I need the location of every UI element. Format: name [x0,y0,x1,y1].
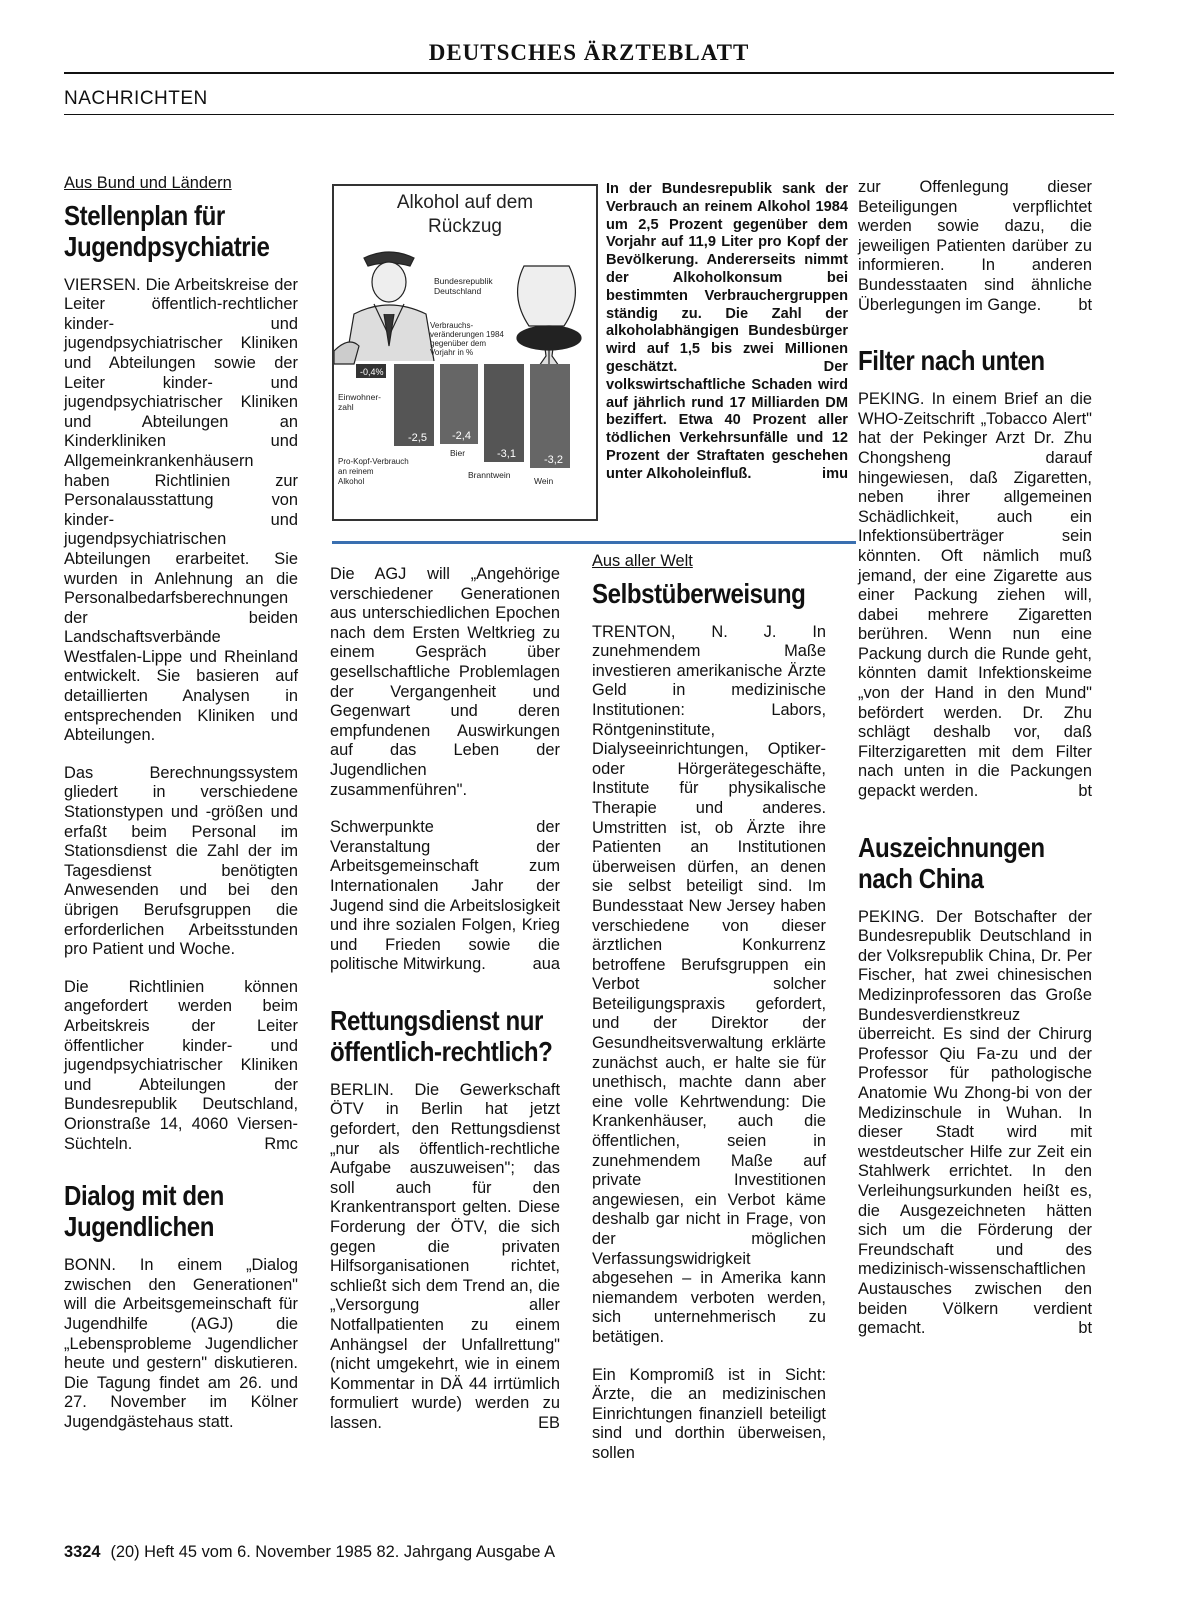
headline-rettungsdienst: Rettungsdienst nur öffentlich-rechtlich? [330,1004,553,1067]
author-signature: bt [1078,1319,1092,1338]
article-paragraph [330,1081,560,1434]
infobox-signature: imu [822,465,848,482]
author-signature: bt [1078,295,1092,314]
column-2 [330,565,560,1452]
article-paragraph: Ein Kompromiß ist in Sicht: Ärzte, die an medizinischen Einrichtungen finanziell beteiligt sind und dorthin überweisen, sollen [592,1365,826,1462]
author-signature: Rmc [264,1134,298,1153]
article-text: Schwerpunkte der Veranstaltung der Arbeitsgemeinschaft zum Internationalen Jahr der Jugend sind die Arbeitslosigkeit und ihre sozialen Folgen, Krieg und Frieden sowie die politische Mitwirkung. [330,818,560,974]
masthead: DEUTSCHES ÄRZTEBLATT [428,40,750,65]
headline-filter: Filter nach unten [858,345,1045,377]
infobox-body: In der Bundesrepublik sank der Verbrauch an reinem Alkohol 1984 um 2,5 Prozent gegenüber dem Vorjahr auf 11,9 Liter pro Kopf der Bevölkerung. Andererseits nimmt der Alkoholkonsum bei bestimmten Verbrauchergruppen ständig zu. Die Zahl der alkoholabhängigen Bundesbürger wird auf 1,5 bis zwei Millionen geschätzt. Der volkswirtschaftliche Schaden wird auf jährlich rund 17 Milliarden DM beziffert. Etwa 40 Prozent aller tödlichen Verkehrsunfälle und 12 Prozent der Straftaten geschehen unter Alkoholeinfluß. [606,181,848,482]
infographic-note-4: Vorjahr in % [430,348,474,357]
column-3 [592,552,826,1482]
column-1 [64,174,298,1450]
section-label: NACHRICHTEN [64,88,208,109]
headline-selbstueberweisung: Selbstüberweisung [592,577,806,609]
infographic-note-3: gegenüber dem [430,339,487,348]
article-paragraph: VIERSEN. Die Arbeitskreise der Leiter öffentlich-rechtlicher kinder- und jugendpsychiatrischer Kliniken und Abteilungen sowie der Leiter kinder- und jugendpsychiatrischer Kliniken und Abteilungen an Kinderkliniken und Allgemeinkrankenhäusern haben Richtlinien zur Personalausstattung von kinder- und jugendpsychiatrischen Abteilungen erarbeitet. Sie wurden in Anlehnung an die Personalbedarfsberechnungen der beiden Landschaftsverbände Westfalen-Lippe und Rheinland entwickelt. Sie basieren auf detaillierten Analysen in entsprechenden Kliniken und Abteilungen. [64,275,298,745]
headline-dialog: Dialog mit den Jugendlichen [64,1180,224,1243]
article-paragraph: Die AGJ will „Angehörige verschiedener Generationen aus unterschiedlichen Epochen nach dem Ersten Weltkrieg zu einem Gespräch über gesellschaftliche Problemlagen der Vergangenheit und Gegenwart und deren empfundenen Auswirkungen auf das Leben der Jugendlichen zusammenführen". [330,565,560,799]
kicker-bund-laender: Aus Bund und Ländern [64,174,232,192]
bar-value-wine: -3,2 [544,454,563,466]
label-population-2: zahl [338,402,354,412]
infographic-svg [334,186,596,519]
label-population: Einwohner- [338,392,381,402]
infographic-title: Alkohol auf dem [396,192,534,213]
headline-auszeichnungen: Auszeichnungen nach China [858,831,1045,894]
infobox-text [606,181,848,484]
author-signature: EB [538,1413,560,1432]
article-text: PEKING. Der Botschafter der Bundesrepublik Deutschland in der Volksrepublik China, Dr. Per Fischer, hat zwei chinesischen Medizinprofessoren das Große Bundesverdienstkreuz überreicht. Es sind der Chirurg Professor Qiu Fa-zu und der Professor für pathologische Anatomie Wu Zhong-bi von der Medizinschule in Wuhan. In dieser Stadt wird mit westdeutscher Hilfe zur Zeit ein Stahlwerk errichtet. In den Verleihungsurkunden heißt es, die Ausgezeichneten hätten sich um die Förderung der Freundschaft und des medizinisch-wissenschaftlichen Austausches zwischen den beiden Völkern verdient gemacht. [858,907,1092,1338]
headline-stellenplan: Stellenplan für Jugendpsychiatrie [64,199,270,262]
label-spirits: Branntwein [468,470,511,480]
label-alcohol-3: Alkohol [338,477,365,486]
infographic-title-2: Rückzug [428,216,502,237]
bar-value-alcohol: -2,5 [408,432,427,444]
label-wine: Wein [534,476,554,486]
article-paragraph: Das Berechnungssystem gliedert in verschiedene Stationstypen und -größen und erfaßt beim Personal im Stationsdienst die Zahl der im Tagesdienst benötigten Anwesenden und bei den übrigen Berufsgruppen die erforderlichen Arbeitsstunden pro Patient und Woche. [64,763,298,959]
article-paragraph [858,390,1092,801]
article-paragraph [330,818,560,975]
section-rule [64,114,1114,115]
article-paragraph: BONN. In einem „Dialog zwischen den Generationen" will die Arbeitsgemeinschaft für Jugendhilfe (AGJ) die „Lebensprobleme Jugendlicher heute und gestern" diskutieren. Die Tagung findet am 26. und 27. November im Kölner Jugendgästehaus statt. [64,1256,298,1431]
label-beer: Bier [450,448,466,458]
infographic-note: Verbrauchs- [430,321,474,330]
page-footer [64,1543,555,1562]
alcohol-infographic [332,184,598,521]
infographic-country-2: Deutschland [434,286,482,296]
glass-illustration [517,266,581,378]
article-paragraph [858,908,1092,1339]
man-illustration [334,252,434,364]
kicker-aller-welt: Aus aller Welt [592,552,693,570]
label-alcohol-2: an reinem [338,467,374,476]
author-signature: aua [532,955,560,974]
article-text: Die Richtlinien können angefordert werden beim Arbeitskreis der Leiter öffentlicher kinder- und jugendpsychiatrischer Kliniken und Abteilungen der Bundesrepublik Deutschland, Orionstraße 14, 4060 Viersen-Süchteln. [64,977,298,1153]
infobox-rule [332,541,856,544]
bar-value-beer: -2,4 [452,430,471,442]
column-4 [858,178,1092,1357]
article-paragraph [64,978,298,1154]
bar-label-population: -0,4% [360,367,384,377]
article-text: zur Offenlegung dieser Beteiligungen verpflichtet werden sowie dazu, die jeweiligen Patienten darüber zu informieren. In anderen Bundesstaaten sind ähnliche Überlegungen im Gange. [858,178,1092,314]
bar-value-spirits: -3,1 [497,448,516,460]
page-number: 3324 [64,1543,101,1561]
author-signature: bt [1078,782,1092,801]
bar-wine [530,364,570,468]
article-paragraph: TRENTON, N. J. In zunehmendem Maße investieren amerikanische Ärzte Geld in medizinische Institutionen: Labors, Röntgeninstitute, Dialyseeinrichtungen, Optiker- oder Hörgerätegeschäfte, Institute für physikalische Therapie und anderes. Umstritten ist, ob Ärzte ihre Patienten an Institutionen überweisen dürfen, an denen sie selbst beteiligt sind. Im Bundesstaat New Jersey haben verschiedene von dieser ärztlichen Konkurrenz betroffene Berufsgruppen ein Verbot solcher Beteiligungspraxis gefordert, und der Direktor der Gesundheitsverwaltung erklärte zunächst auch, er halte sie für unethisch, machte dann aber eine volle Kehrtwendung: Die Krankenhäuser, auch die öffentlichen, seien in zunehmendem Maße auf private Investitionen angewiesen, ein Verbot käme deshalb gar nicht in Frage, von der möglichen Verfassungswidrigkeit abgesehen – in Amerika kann niemandem verboten werden, sich unternehmerisch zu betätigen. [592,622,826,1346]
issue-info: (20) Heft 45 vom 6. November 1985 82. Jahrgang Ausgabe A [110,1543,556,1561]
infographic-note-2: veränderungen 1984 [430,330,504,339]
masthead-rule [64,72,1114,74]
infographic-country: Bundesrepublik [434,276,493,286]
article-text: PEKING. In einem Brief an die WHO-Zeitschrift „Tobacco Alert" hat der Pekinger Arzt Dr. Zhu Chongsheng darauf hingewiesen, daß Zigaretten, neben ihrer allgemeinen Schädlichkeit, auch ein Infektionsüberträger sein könnten. Oft nämlich muß jemand, der eine Zigarette aus einer Packung ziehen will, dabei mehrere Zigaretten berühren. Wenn nun eine Packung durch die Runde geht, könnten damit Infektionskeime „von der Hand in den Mund" befördert werden. Dr. Zhu schlägt deshalb vor, daß Filterzigaretten mit dem Filter nach unten in die Packungen gepackt werden. [858,390,1092,801]
article-paragraph [858,178,1092,315]
label-alcohol: Pro-Kopf-Verbrauch [338,457,409,466]
article-text: BERLIN. Die Gewerkschaft ÖTV in Berlin hat jetzt gefordert, den Rettungsdienst „nur als öffentlich-rechtliche Aufgabe auszuweisen"; das soll auch für den Krankentransport gelten. Diese Forderung der ÖTV, die sich gegen die privaten Hilfsorganisationen richtet, schließt sich dem Trend an, die „Versorgung aller Notfallpatienten zu einem Anhängsel der Unfallrettung" (nicht umgekehrt, wie in einem Kommentar in DÄ 44 irrtümlich formuliert wurde) werden zu lassen. [330,1080,560,1432]
